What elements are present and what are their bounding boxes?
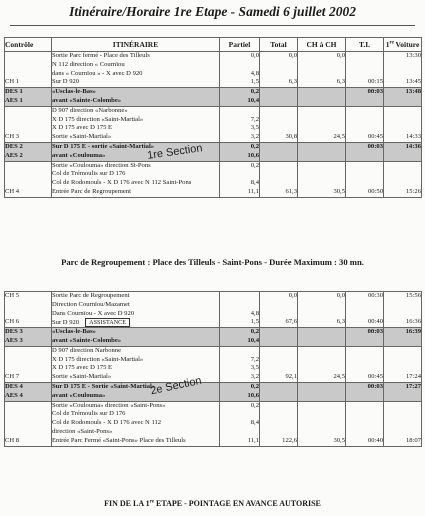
control-cell — [5, 292, 52, 328]
itinerary-cell — [52, 161, 220, 197]
total-value — [260, 328, 297, 337]
voiture-value: 16:36 — [405, 318, 421, 326]
chach-value: 30,5 — [333, 436, 345, 444]
itinerary-cell — [52, 401, 220, 446]
voiture-cell — [384, 52, 422, 88]
total-cell — [260, 106, 298, 142]
chach-cell — [298, 292, 346, 328]
footer-text: FIN DE LA 1re ETAPE - POINTAGE EN AVANCE AUTORISE — [104, 499, 321, 508]
chach-value — [298, 143, 345, 152]
itinerary-line: Sortie Parc fermé - Place des Tilleuls — [52, 52, 150, 59]
partiel-value: 11,1 — [247, 187, 259, 195]
itinerary-line: avant «Sainte-Colombe» — [52, 96, 122, 104]
partiel-value: 3,5 — [250, 124, 259, 132]
control-cell — [5, 401, 52, 446]
voiture-cell — [384, 142, 422, 161]
itinerary-cell — [52, 88, 220, 107]
itinerary-line: N 112 direction « Cournïou — [52, 60, 125, 68]
ti-cell — [346, 52, 384, 88]
chach-value: 6,3 — [336, 78, 345, 86]
total-value: 92,1 — [285, 373, 297, 381]
ti-cell — [346, 161, 384, 197]
control-label: DES 2 — [5, 142, 23, 150]
partiel-cell — [220, 328, 260, 347]
title-rule — [10, 25, 415, 26]
control-cell — [5, 382, 52, 401]
header-itineraire: ITINÉRAIRE — [52, 38, 220, 52]
partiel-value: 11,1 — [247, 436, 259, 444]
ti-cell — [346, 106, 384, 142]
header-partiel: Partiel — [220, 38, 260, 52]
ti-cell — [346, 88, 384, 107]
table-row — [5, 142, 422, 161]
ti-cell — [346, 346, 384, 382]
voiture-cell — [384, 161, 422, 197]
partiel-value — [220, 347, 259, 356]
itinerary-line: Sortie «Coulouma» direction St-Pons — [52, 161, 151, 169]
itinerary-line: Sur D 920 — [52, 319, 80, 327]
itinerary-line: Entrée Parc Fermé «Saint-Pons» Place des Tilleuls — [52, 436, 186, 444]
table-row — [5, 382, 422, 401]
voiture-value: 17:24 — [405, 373, 421, 381]
chach-cell — [298, 88, 346, 107]
voiture-top: 13:30 — [405, 52, 421, 59]
partiel-cell — [220, 346, 260, 382]
partiel-cell — [220, 401, 260, 446]
control-label — [5, 310, 51, 319]
total-cell — [260, 401, 298, 446]
itinerary-line: Direction Cournïou/Mazamet — [52, 300, 130, 308]
control-label: AES 2 — [5, 151, 23, 159]
itinerary-line: Sortie «Coulouma» direction «Saint-Pons» — [52, 401, 166, 409]
partiel-value: 7,2 — [250, 115, 259, 123]
header-ti: T.I. — [346, 38, 384, 52]
partiel-value: 0,2 — [250, 88, 259, 96]
itinerary-line: avant «Coulouma» — [52, 391, 106, 399]
header-controle: Contrôle — [5, 38, 52, 52]
itinerary-line: X D 175 direction «Saint-Martial» — [52, 115, 144, 123]
chach-cell — [298, 346, 346, 382]
control-label: CH 3 — [5, 133, 20, 141]
chach-cell — [298, 106, 346, 142]
partiel-value: 0,0 — [250, 52, 259, 59]
total-top: 0,0 — [288, 292, 297, 299]
itinerary-line: D 907 direction Narbonne — [52, 346, 122, 354]
control-cell — [5, 52, 52, 88]
chach-value: 24,5 — [333, 373, 345, 381]
partiel-value: 1,5 — [250, 78, 259, 86]
itinerary-line: X D 175 avec D 175 E — [52, 124, 113, 132]
control-label — [5, 301, 51, 310]
partiel-value: 3,5 — [250, 364, 259, 372]
control-label: CH 7 — [5, 373, 20, 381]
control-cell — [5, 161, 52, 197]
partiel-value: 3,2 — [250, 373, 259, 381]
section1-label: 1re Section — [146, 142, 204, 162]
control-cell — [5, 106, 52, 142]
ti-value: 00:03 — [367, 328, 383, 336]
itinerary-line: Sur D 175 E - sortie «Saint-Martial» — [52, 142, 155, 150]
total-cell — [260, 292, 298, 328]
chach-value: 30,5 — [333, 187, 345, 195]
total-top: 0,0 — [288, 52, 297, 59]
partiel-value: 10,4 — [247, 336, 259, 344]
ti-cell — [346, 292, 384, 328]
partiel-value — [220, 292, 259, 301]
partiel-value — [220, 301, 259, 310]
total-cell — [260, 88, 298, 107]
total-cell — [260, 52, 298, 88]
partiel-cell — [220, 161, 260, 197]
voiture-value: 15:26 — [405, 187, 421, 195]
partiel-value — [220, 107, 259, 116]
regroupement-text: Parc de Regroupement : Place des Tilleuls - Saint-Pons - Durée Maximum : 30 mn. — [61, 257, 364, 267]
total-cell — [260, 161, 298, 197]
itinerary-line: X D 175 avec D 175 E — [52, 364, 113, 372]
control-label: CH 5 — [5, 292, 20, 299]
total-value: 122,6 — [282, 436, 297, 444]
total-value: 61,3 — [285, 187, 297, 195]
partiel-value: 7,2 — [250, 355, 259, 363]
itinerary-line: «Usclas-le-Bas» — [52, 328, 96, 336]
itinerary-cell — [52, 52, 220, 88]
voiture-cell — [384, 401, 422, 446]
itinerary-line: dans « Cournïou » - X avec D 920 — [52, 69, 143, 77]
header-total: Total — [260, 38, 298, 52]
partiel-cell — [220, 52, 260, 88]
ti-top: 00:30 — [367, 292, 383, 299]
partiel-cell — [220, 292, 260, 328]
itinerary-line: Col de Rodomouls - X D 176 avec N 112 Saint-Pons — [52, 179, 192, 187]
partiel-value: 0,2 — [250, 328, 259, 336]
header-voiture: 1re Voiture — [384, 38, 422, 52]
voiture-cell — [384, 106, 422, 142]
chach-value — [298, 383, 345, 392]
chach-value: 6,3 — [336, 318, 345, 326]
chach-top: 0,0 — [336, 52, 345, 59]
section2-table — [4, 291, 422, 447]
partiel-value — [220, 170, 259, 179]
total-value: 30,8 — [285, 133, 297, 141]
ti-value: 00:03 — [367, 382, 383, 390]
itinerary-cell — [52, 292, 220, 328]
voiture-value: 18:07 — [405, 436, 421, 444]
partiel-value: 0,2 — [250, 161, 259, 169]
itinerary-cell — [52, 106, 220, 142]
voiture-value: 16:39 — [405, 328, 421, 336]
itinerary-line: X D 175 direction «Saint-Martial» — [52, 355, 144, 363]
partiel-value: 8,4 — [250, 179, 259, 187]
ti-cell — [346, 401, 384, 446]
total-value — [260, 143, 297, 152]
table-row — [5, 346, 422, 382]
ti-value: 00:15 — [367, 78, 383, 86]
partiel-value: 0,2 — [250, 142, 259, 150]
control-label: DES 1 — [5, 88, 23, 96]
control-label: CH 1 — [5, 78, 20, 86]
itinerary-line: Entrée Parc de Regroupement — [52, 187, 131, 195]
chach-value — [298, 328, 345, 337]
chach-cell — [298, 382, 346, 401]
table-row — [5, 292, 422, 328]
itinerary-line: Col de Trémoulis sur D 176 — [52, 170, 126, 178]
partiel-cell — [220, 142, 260, 161]
itinerary-line: Sur D 920 — [52, 78, 80, 86]
itinerary-line: Sur D 175 E - Sortie «Saint-Martial» — [52, 382, 156, 390]
partiel-value: 1,5 — [250, 318, 259, 326]
control-label: DES 3 — [5, 328, 23, 336]
chach-cell — [298, 161, 346, 197]
ti-value: 00:03 — [367, 88, 383, 96]
header-chach: CH à CH — [298, 38, 346, 52]
table-row — [5, 401, 422, 446]
itinerary-line: Dans Cournïou - X avec D 920 — [52, 309, 135, 317]
partiel-value: 10,6 — [247, 391, 259, 399]
control-cell — [5, 328, 52, 347]
chach-cell — [298, 401, 346, 446]
voiture-value: 13:45 — [405, 78, 421, 86]
control-label: AES 4 — [5, 391, 23, 399]
voiture-cell — [384, 88, 422, 107]
ti-value: 00:45 — [367, 373, 383, 381]
itinerary-line: Col de Trémoulis sur D 176 — [52, 410, 126, 418]
voiture-cell — [384, 328, 422, 347]
total-cell — [260, 328, 298, 347]
total-value: 6,3 — [288, 78, 297, 86]
section2-label: 2e Section — [149, 374, 203, 398]
partiel-cell — [220, 106, 260, 142]
section1-table — [4, 37, 422, 198]
voiture-cell — [384, 292, 422, 328]
partiel-value — [220, 428, 259, 437]
control-cell — [5, 88, 52, 107]
partiel-value: 4,8 — [250, 69, 259, 77]
control-label: DES 4 — [5, 382, 23, 390]
voiture-value: 14:36 — [405, 142, 421, 150]
ti-cell — [346, 142, 384, 161]
chach-top: 0,0 — [336, 292, 345, 299]
itinerary-line: D 907 direction «Narbonne» — [52, 106, 128, 114]
partiel-value: 4,8 — [250, 309, 259, 317]
voiture-cell — [384, 382, 422, 401]
control-label: AES 3 — [5, 336, 23, 344]
ti-value: 00:40 — [367, 436, 383, 444]
ti-cell — [346, 382, 384, 401]
itinerary-line: avant «Sainte-Colombe» — [52, 336, 122, 344]
itinerary-line: direction «Saint-Pons» — [52, 427, 113, 435]
partiel-value — [220, 61, 259, 70]
control-label: CH 6 — [5, 318, 20, 326]
chach-cell — [298, 142, 346, 161]
partiel-cell — [220, 88, 260, 107]
ti-cell — [346, 328, 384, 347]
control-label: AES 1 — [5, 96, 23, 104]
control-cell — [5, 142, 52, 161]
partiel-value — [220, 410, 259, 419]
partiel-value: 3,2 — [250, 133, 259, 141]
partiel-value: 10,6 — [247, 151, 259, 159]
table-row — [5, 161, 422, 197]
chach-value: 24,5 — [333, 133, 345, 141]
chach-cell — [298, 328, 346, 347]
itinerary-cell — [52, 328, 220, 347]
voiture-cell — [384, 346, 422, 382]
itinerary-line: «Usclas-le-Bas» — [52, 88, 96, 96]
itinerary-line: avant «Coulouma» — [52, 151, 106, 159]
itinerary-line: Sortie «Saint-Martial» — [52, 133, 112, 141]
voiture-value: 13:48 — [405, 88, 421, 96]
partiel-value: 8,4 — [250, 419, 259, 427]
total-value — [260, 88, 297, 97]
control-label: CH 4 — [5, 187, 20, 195]
total-cell — [260, 382, 298, 401]
itinerary-line: Col de Rodomouls - X D 176 avec N 112 — [52, 419, 162, 427]
voiture-value: 14:33 — [405, 133, 421, 141]
table-row — [5, 88, 422, 107]
table-row — [5, 52, 422, 88]
partiel-value: 10,4 — [247, 96, 259, 104]
ti-value: 00:03 — [367, 142, 383, 150]
voiture-top: 15:56 — [405, 292, 421, 299]
partiel-value: 0,2 — [250, 401, 259, 409]
chach-cell — [298, 52, 346, 88]
itinerary-line: Sortie «Saint-Martial» — [52, 373, 112, 381]
total-cell — [260, 142, 298, 161]
partiel-cell — [220, 382, 260, 401]
partiel-value: 0,2 — [250, 382, 259, 390]
total-value — [260, 383, 297, 392]
total-value: 67,6 — [285, 318, 297, 326]
assistance-box: ASSISTANCE — [85, 318, 130, 327]
control-label: CH 8 — [5, 436, 20, 444]
page-title: Itinéraire/Horaire 1re Etape - Samedi 6 juillet 2002 — [69, 4, 356, 19]
table-row — [5, 106, 422, 142]
ti-value: 00:40 — [367, 318, 383, 326]
total-cell — [260, 346, 298, 382]
ti-value: 00:45 — [367, 133, 383, 141]
chach-value — [298, 88, 345, 97]
control-cell — [5, 346, 52, 382]
table-row — [5, 328, 422, 347]
ti-value: 00:50 — [367, 187, 383, 195]
itinerary-line: Sortie Parc de Regroupement — [52, 292, 130, 299]
voiture-value: 17:27 — [405, 382, 421, 390]
